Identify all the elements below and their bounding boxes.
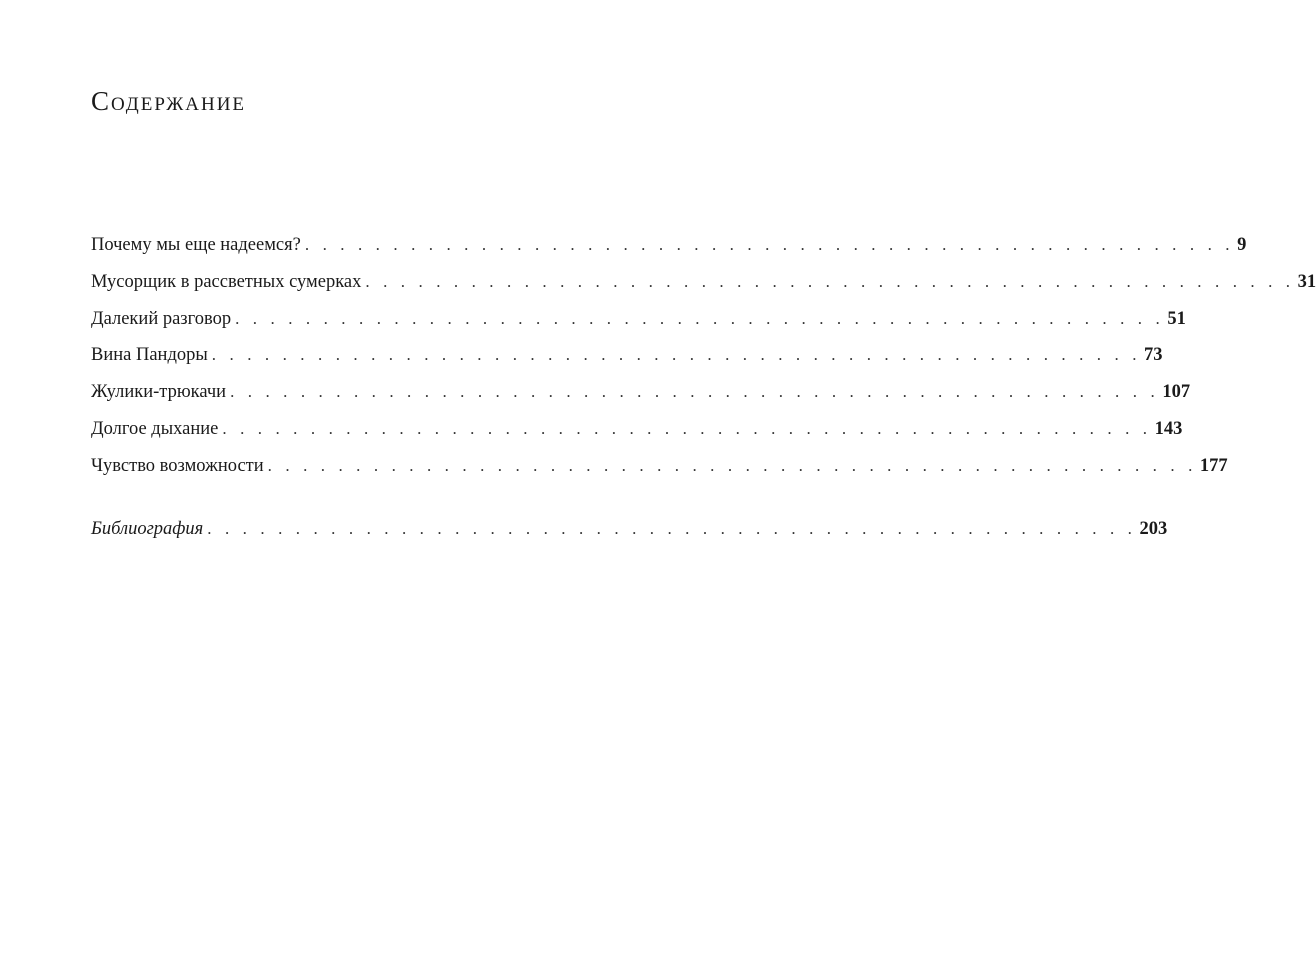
toc-entry (91, 308, 1186, 347)
dot-leader: . . . . . . . . . . . . . . . . . . . . . . . . . . . . . . . . . . . . . . . . . . . . . . . . . . . . . (304, 235, 1235, 254)
dot-leader: . . . . . . . . . . . . . . . . . . . . . . . . . . . . . . . . . . . . . . . . . . . . . . . . . . . . . (365, 271, 1295, 291)
toc-entry (91, 235, 1247, 273)
toc-entry-page-number: 31 (1297, 271, 1316, 292)
toc-entry (91, 345, 1163, 383)
dot-leader: . . . . . . . . . . . . . . . . . . . . . . . . . . . . . . . . . . . . . . . . . . . . . . . . . . . . . (230, 382, 1160, 402)
toc-entry-label: Жулики-трюкачи (91, 382, 227, 403)
toc-entry-page-number: 203 (1139, 518, 1168, 539)
toc-entry-page-number: 51 (1167, 308, 1186, 329)
toc-entry-page-number: 107 (1162, 382, 1191, 403)
toc-entry-label: Библиография (91, 518, 204, 539)
toc-entry (91, 418, 1183, 457)
dot-leader: . . . . . . . . . . . . . . . . . . . . . . . . . . . . . . . . . . . . . . . . . . . . . . . . . . . . . (222, 418, 1152, 438)
page-title: Содержание (91, 86, 247, 116)
toc-entry (91, 271, 1316, 310)
dot-leader: . . . . . . . . . . . . . . . . . . . . . . . . . . . . . . . . . . . . . . . . . . . . . . . . . . . . . (207, 518, 1137, 538)
toc-entry-label: Долгое дыхание (91, 418, 219, 439)
table-of-contents (91, 235, 1316, 556)
toc-entry-label: Мусорщик в рассветных сумерках (91, 271, 362, 292)
dot-leader: . . . . . . . . . . . . . . . . . . . . . . . . . . . . . . . . . . . . . . . . . . . . . . . . . . . . . (235, 308, 1165, 328)
toc-entry-bibliography (91, 518, 1168, 557)
toc-entry-label: Вина Пандоры (91, 345, 208, 366)
toc-entry (91, 382, 1191, 420)
toc-entry-label: Чувство возможности (91, 455, 264, 476)
dot-leader: . . . . . . . . . . . . . . . . . . . . . . . . . . . . . . . . . . . . . . . . . . . . . . . . . . . . . (267, 455, 1197, 475)
dot-leader: . . . . . . . . . . . . . . . . . . . . . . . . . . . . . . . . . . . . . . . . . . . . . . . . . . . . . (211, 345, 1142, 365)
toc-entry-page-number: 9 (1237, 235, 1247, 255)
toc-entry (91, 455, 1228, 494)
toc-entry-page-number: 73 (1144, 345, 1163, 366)
toc-entry-label: Почему мы еще надеемся? (91, 235, 301, 255)
toc-entry-page-number: 143 (1154, 418, 1183, 439)
toc-entry-label: Далекий разговор (91, 308, 232, 329)
toc-entry-page-number: 177 (1199, 455, 1228, 476)
